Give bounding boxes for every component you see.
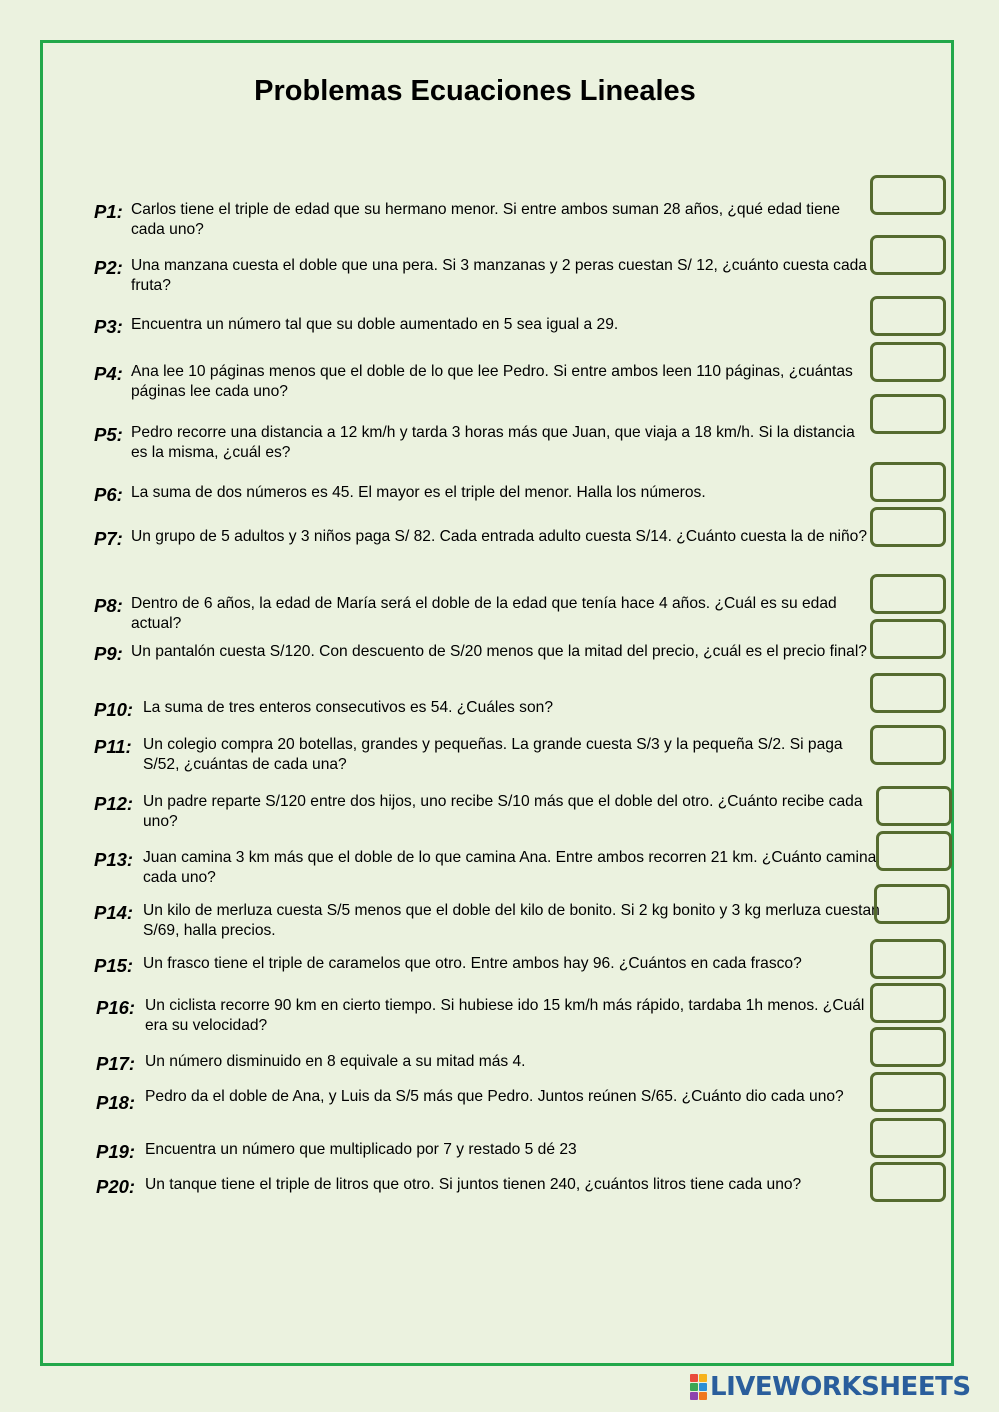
problem-text: Carlos tiene el triple de edad que su hermano menor. Si entre ambos suman 28 años, ¿qué edad tiene cada uno? [131, 201, 841, 238]
problem-label: P17: [96, 1053, 136, 1074]
problem-text: Un ciclista recorre 90 km en cierto tiempo. Si hubiese ido 15 km/h más rápido, tardaba 1h menos. ¿Cuál era su velocidad? [145, 997, 865, 1034]
answer-box-p2[interactable] [870, 235, 946, 275]
answer-box-p8[interactable] [870, 574, 946, 614]
problem-text: Un grupo de 5 adultos y 3 niños paga S/ 82. Cada entrada adulto cuesta S/14. ¿Cuánto cuesta la de niño? [131, 528, 868, 545]
answer-box-p14[interactable] [874, 884, 950, 924]
problem-label: P9: [94, 643, 123, 664]
problem-text: Juan camina 3 km más que el doble de lo que camina Ana. Entre ambos recorren 21 km. ¿Cuánto camina cada uno? [143, 849, 877, 886]
problem-text: Un frasco tiene el triple de caramelos que otro. Entre ambos hay 96. ¿Cuántos en cada frasco? [143, 955, 802, 972]
problem-label: P3: [94, 316, 123, 337]
problem-label: P2: [94, 257, 123, 278]
problem-text: Un kilo de merluza cuesta S/5 menos que el doble del kilo de bonito. Si 2 kg bonito y 3 kg merluza cuestan S/69, halla precios. [143, 902, 880, 939]
problem-text: Un número disminuido en 8 equivale a su mitad más 4. [145, 1053, 526, 1070]
liveworksheets-logo [690, 1372, 971, 1402]
problem-text: La suma de tres enteros consecutivos es 54. ¿Cuáles son? [143, 699, 553, 716]
answer-box-p11[interactable] [870, 725, 946, 765]
problem-text: Ana lee 10 páginas menos que el doble de lo que lee Pedro. Si entre ambos leen 110 páginas, ¿cuántas páginas lee cada uno? [131, 363, 853, 400]
problem-text: Un padre reparte S/120 entre dos hijos, uno recibe S/10 más que el doble del otro. ¿Cuánto recibe cada uno? [143, 793, 863, 830]
problem-text: Una manzana cuesta el doble que una pera. Si 3 manzanas y 2 peras cuestan S/ 12, ¿cuánto cuesta cada fruta? [131, 257, 867, 294]
problem-text: Un tanque tiene el triple de litros que otro. Si juntos tienen 240, ¿cuántos litros tiene cada uno? [145, 1176, 802, 1193]
answer-box-p12[interactable] [876, 786, 952, 826]
problem-label: P16: [96, 997, 136, 1018]
problem-label: P20: [96, 1176, 136, 1197]
problem-text: Dentro de 6 años, la edad de María será el doble de la edad que tenía hace 4 años. ¿Cuál es su edad actual? [131, 595, 837, 632]
problem-label: P15: [94, 955, 134, 976]
problem-text: Un colegio compra 20 botellas, grandes y pequeñas. La grande cuesta S/3 y la pequeña S/2. Si paga S/52, ¿cuántas de cada una? [143, 736, 843, 773]
problem-label: P13: [94, 849, 134, 870]
problem-text: Pedro recorre una distancia a 12 km/h y tarda 3 horas más que Juan, que viaja a 18 km/h. Si la distancia es la misma, ¿cuál es? [131, 424, 855, 461]
answer-box-p16[interactable] [870, 983, 946, 1023]
problem-text: Encuentra un número tal que su doble aumentado en 5 sea igual a 29. [131, 316, 619, 333]
problem-label: P5: [94, 424, 123, 445]
answer-box-p3[interactable] [870, 296, 946, 336]
problem-label: P12: [94, 793, 134, 814]
problem-label: P7: [94, 528, 123, 549]
problem-label: P4: [94, 363, 123, 384]
answer-box-p6[interactable] [870, 462, 946, 502]
answer-box-p1[interactable] [870, 175, 946, 215]
answer-box-p18[interactable] [870, 1072, 946, 1112]
page-title: Problemas Ecuaciones Lineales [254, 75, 696, 107]
answer-box-p10[interactable] [870, 673, 946, 713]
answer-box-p15[interactable] [870, 939, 946, 979]
problem-label: P6: [94, 484, 123, 505]
problem-label: P19: [96, 1141, 136, 1162]
liveworksheets-logo-icon [690, 1374, 707, 1400]
answer-box-p19[interactable] [870, 1118, 946, 1158]
answer-box-p17[interactable] [870, 1027, 946, 1067]
problem-label: P1: [94, 201, 123, 222]
problem-text: Encuentra un número que multiplicado por 7 y restado 5 dé 23 [145, 1141, 577, 1158]
answer-box-p9[interactable] [870, 619, 946, 659]
problem-text: Un pantalón cuesta S/120. Con descuento de S/20 menos que la mitad del precio, ¿cuál es el precio final? [131, 643, 867, 660]
answer-box-p13[interactable] [876, 831, 952, 871]
problem-text: Pedro da el doble de Ana, y Luis da S/5 más que Pedro. Juntos reúnen S/65. ¿Cuánto dio cada uno? [145, 1088, 844, 1105]
problem-label: P18: [96, 1092, 136, 1113]
answer-box-p7[interactable] [870, 507, 946, 547]
problem-label: P10: [94, 699, 134, 720]
liveworksheets-wordmark: LIVEWORKSHEETS [710, 1372, 971, 1402]
answer-box-p4[interactable] [870, 342, 946, 382]
answer-box-p5[interactable] [870, 394, 946, 434]
problem-text: La suma de dos números es 45. El mayor es el triple del menor. Halla los números. [131, 484, 706, 501]
problem-label: P11: [94, 736, 132, 757]
problem-label: P8: [94, 595, 123, 616]
problem-label: P14: [94, 902, 134, 923]
answer-box-p20[interactable] [870, 1162, 946, 1202]
